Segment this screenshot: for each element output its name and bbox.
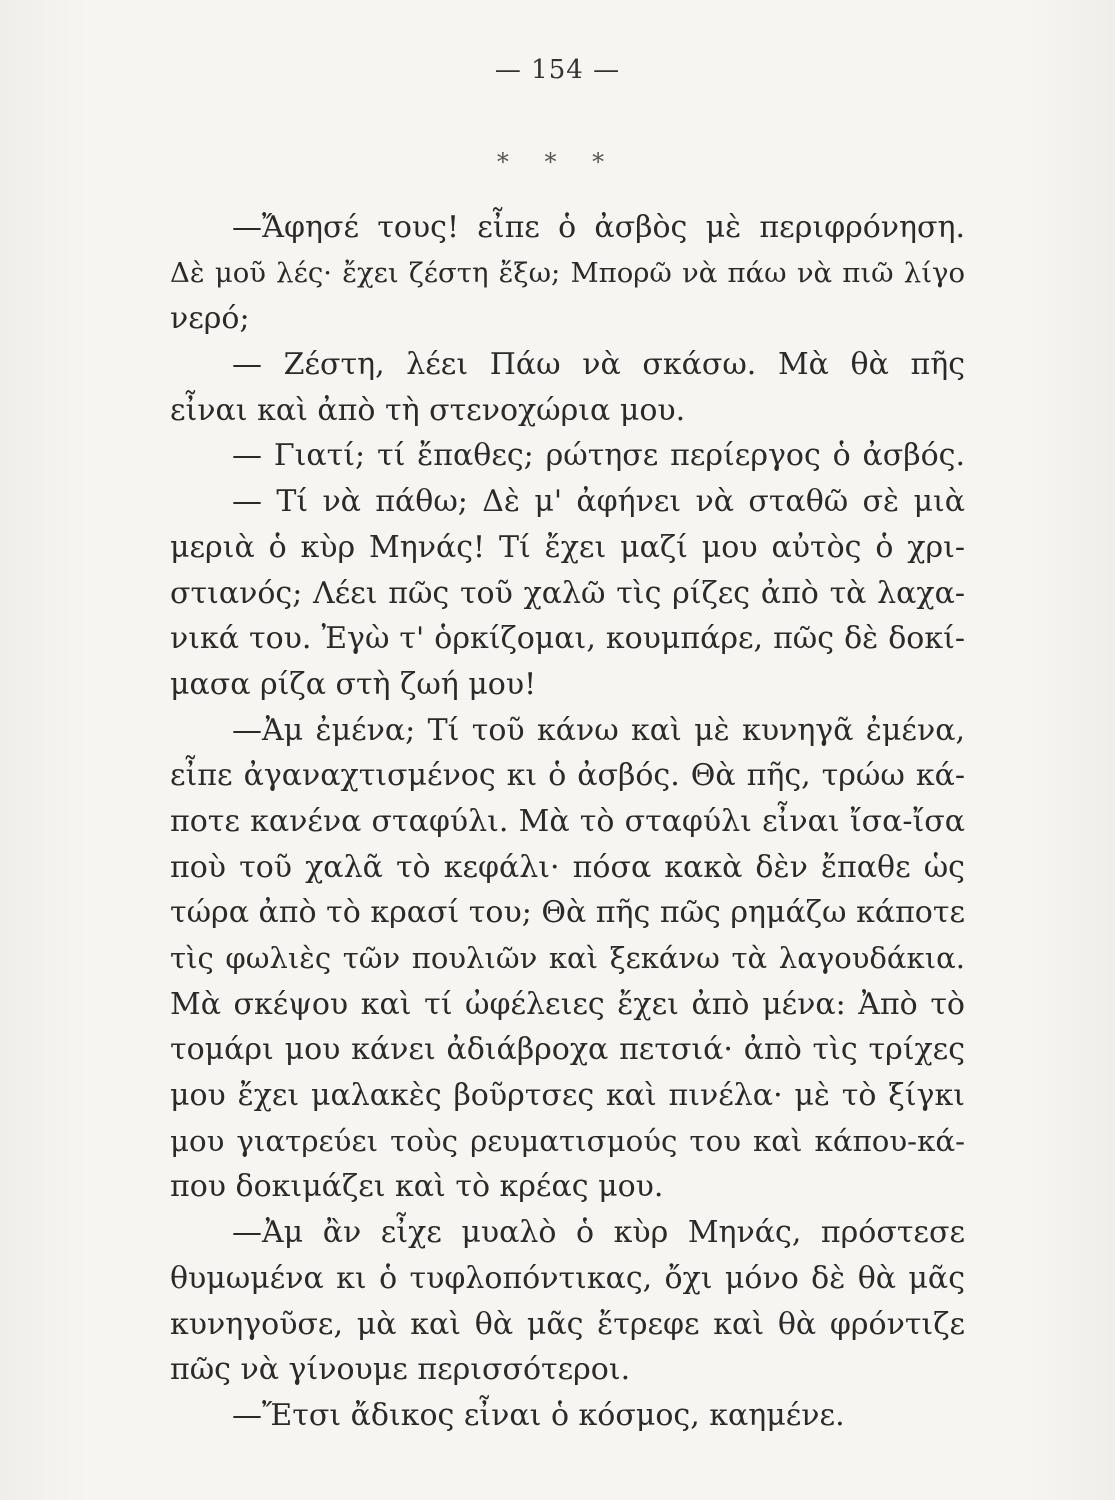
body-text [170, 205, 965, 1439]
text-line: πῶς νὰ γίνουμε περισσότεροι. [170, 1352, 631, 1388]
text-line: — Τί νὰ πάθω; Δὲ μ' ἀφήνει νὰ σταθῶ σὲ μιὰ [232, 484, 965, 520]
text-line: —Ἀμ ἂν εἶχε μυαλὸ ὁ κὺρ Μηνάς, πρόστεσε [232, 1215, 965, 1251]
text-line: —Ἔτσι ἄδικος εἶναι ὁ κόσμος, καημένε. [232, 1397, 845, 1433]
text-line: —Ἄφησέ τους! εἶπε ὁ ἀσβὸς μὲ περιφρόνηση. [232, 210, 965, 245]
text-line: που δοκιμάζει καὶ τὸ κρέας μου. [170, 1169, 664, 1205]
text-line: εἶναι καὶ ἀπὸ τὴ στενοχώρια μου. [170, 392, 686, 428]
text-line: μου γιατρεύει τοὺς ρευματισμούς του καὶ κάπου-κά- [170, 1123, 965, 1158]
text-line: Δὲ μοῦ λές· ἔχει ζέστη ἔξω; Μπορῶ νὰ πάω νὰ πιῶ λίγο [170, 256, 965, 289]
text-line: θυμωμένα κι ὁ τυφλοπόντικας, ὄχι μόνο δὲ θὰ μᾶς [170, 1260, 965, 1296]
section-break: * * * [496, 148, 619, 176]
text-line: Μὰ σκέψου καὶ τί ὠφέλειες ἔχει ἀπὸ μένα: Ἀπὸ τὸ [170, 986, 965, 1022]
text-line: τὶς φωλιὲς τῶν πουλιῶν καὶ ξεκάνω τὰ λαγουδάκια. [170, 941, 965, 975]
text-line: μου ἔχει μαλακὲς βοῦρτσες καὶ πινέλα· μὲ τὸ ξίγκι [170, 1078, 965, 1114]
text-line: εἶπε ἀγαναχτισμένος κι ὁ ἀσβός. Θὰ πῆς, τρώω κά- [170, 758, 965, 794]
text-line: τομάρι μου κάνει ἀδιάβροχα πετσιά· ἀπὸ τὶς τρίχες [170, 1032, 965, 1068]
page-number: — 154 — [494, 55, 621, 85]
text-line: νερό; [170, 301, 250, 337]
text-line: στιανός; Λέει πῶς τοῦ χαλῶ τὶς ρίζες ἀπὸ τὰ λαχα- [170, 575, 965, 611]
text-line: νικά του. Ἐγὼ τ' ὁρκίζομαι, κουμπάρε, πῶς δὲ δοκί- [170, 621, 965, 657]
text-line: ποὺ τοῦ χαλᾶ τὸ κεφάλι· πόσα κακὰ δὲν ἔπαθε ὡς [170, 849, 965, 885]
text-line: —Ἀμ ἐμένα; Τί τοῦ κάνω καὶ μὲ κυνηγᾶ ἐμένα, [232, 712, 965, 748]
text-line: μεριὰ ὁ κὺρ Μηνάς! Τί ἔχει μαζί μου αὐτὸς ὁ χρι- [170, 529, 965, 565]
text-line: ποτε κανένα σταφύλι. Μὰ τὸ σταφύλι εἶναι ἴσα-ἴσα [170, 803, 965, 839]
text-line: τώρα ἀπὸ τὸ κρασί του; Θὰ πῆς πῶς ρημάζω κάποτε [170, 895, 965, 931]
text-line: μασα ρίζα στὴ ζωή μου! [170, 666, 537, 702]
text-line: κυνηγοῦσε, μὰ καὶ θὰ μᾶς ἔτρεφε καὶ θὰ φρόντιζε [170, 1306, 965, 1342]
text-line: — Γιατί; τί ἔπαθες; ρώτησε περίεργος ὁ ἀσβός. [232, 438, 965, 474]
text-line: — Ζέστη, λέει Πάω νὰ σκάσω. Μὰ θὰ πῆς [232, 347, 965, 383]
